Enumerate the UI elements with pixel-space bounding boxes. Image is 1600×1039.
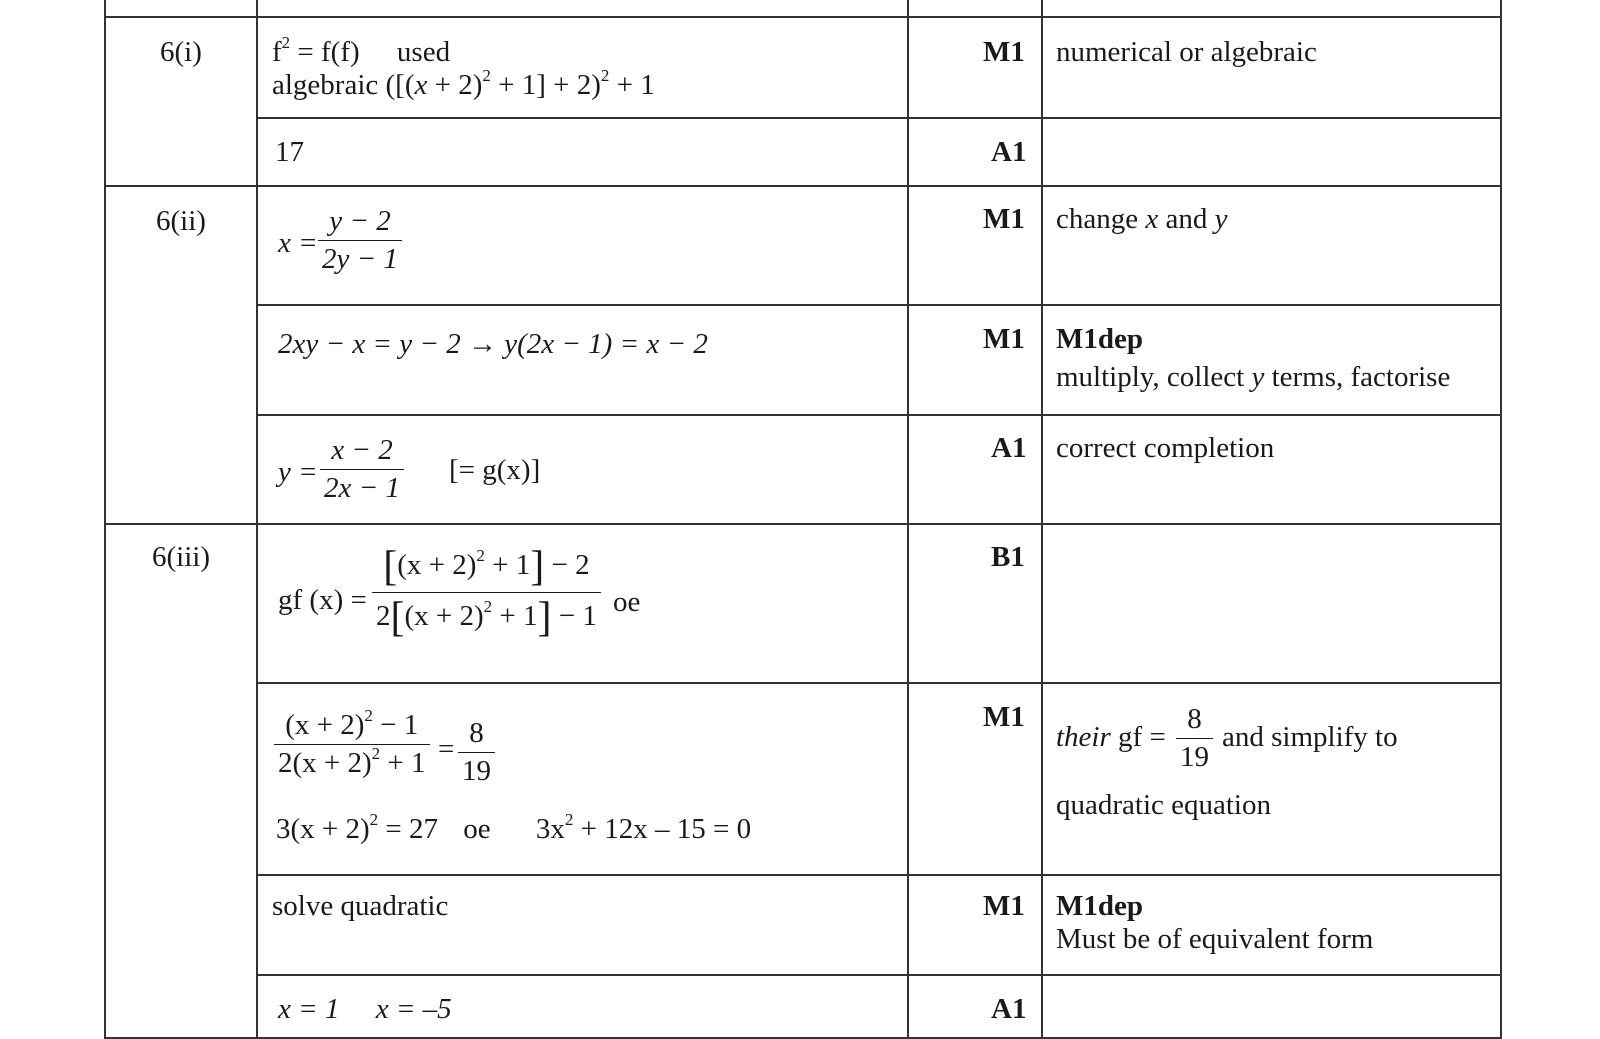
numerator: 8 (469, 717, 484, 749)
guidance-text: terms, factorise (1264, 361, 1451, 393)
term: 2(x + 2) (278, 747, 372, 779)
oe-note: oe (463, 813, 491, 845)
variable: y (1214, 203, 1228, 235)
mark: A1 (991, 993, 1027, 1025)
guidance-text: change (1056, 203, 1146, 235)
term: + 12x – 15 = 0 (573, 813, 752, 845)
guidance-text: quadratic equation (1056, 789, 1271, 821)
answer-text: algebraic ([( (272, 69, 415, 101)
answer-text: used (396, 36, 451, 68)
guidance-text: Must be of equivalent form (1056, 923, 1374, 955)
term: 3x (535, 813, 565, 845)
equation (276, 810, 752, 845)
denominator: 2y − 1 (322, 243, 398, 275)
mark: M1 (983, 890, 1025, 922)
variable: y (1251, 361, 1265, 393)
numerator (372, 546, 601, 588)
answer-text: f (272, 36, 282, 68)
fraction (274, 706, 430, 779)
equation-rhs: [= g(x)] (449, 454, 541, 486)
guidance-title: M1dep (1056, 890, 1143, 922)
guidance: numerical or algebraic (1056, 36, 1317, 68)
bracket: ] (537, 595, 552, 641)
mark: M1 (983, 701, 1025, 733)
term: + 1 (492, 600, 538, 632)
term: − 1 (372, 709, 419, 741)
numerator (274, 706, 430, 741)
equation-lhs: gf (x) = (278, 584, 367, 616)
fraction-bar (1176, 738, 1213, 739)
question-label: 6(i) (160, 36, 202, 68)
term: 3(x + 2) (276, 813, 370, 845)
guidance-text: and (1158, 203, 1215, 235)
guidance-text: their (1056, 721, 1111, 753)
denominator: 2x − 1 (324, 472, 400, 504)
superscript: 2 (371, 744, 381, 763)
bracket: ] (530, 544, 545, 590)
denominator (372, 597, 601, 639)
question-label: 6(ii) (156, 205, 206, 237)
fraction (458, 719, 495, 786)
answer-text: x = 1 x = –5 (278, 993, 452, 1025)
equation-lhs: x = (278, 227, 318, 259)
answer-text: solve quadratic (272, 890, 449, 922)
fraction (320, 436, 404, 503)
fraction (318, 207, 402, 274)
term: − 2 (544, 549, 590, 581)
numerator: 8 (1187, 703, 1202, 735)
guidance (1056, 205, 1228, 234)
answer-text: + 1] + 2) (490, 69, 601, 101)
fraction-bar (320, 469, 404, 470)
denominator: 19 (462, 755, 491, 787)
mark: A1 (991, 432, 1027, 464)
denominator (274, 744, 430, 779)
term: + 1 (484, 549, 531, 581)
superscript: 2 (364, 706, 373, 725)
bracket: [ (390, 595, 405, 641)
mark: B1 (991, 541, 1025, 573)
equation: 2xy − x = y − 2 → y(2x − 1) = x − 2 (278, 328, 708, 360)
denominator: 19 (1180, 741, 1209, 773)
equals-sign: = (438, 733, 455, 765)
superscript: 2 (281, 33, 291, 52)
answer-text: = f(f) (290, 36, 360, 68)
superscript: 2 (600, 66, 610, 85)
guidance-text: multiply, collect (1056, 361, 1252, 393)
answer-line (272, 33, 451, 68)
variable: x (414, 69, 428, 101)
term: + 1 (380, 747, 426, 779)
mark: M1 (983, 323, 1025, 355)
fraction-bar (458, 752, 495, 753)
superscript: 2 (483, 597, 493, 616)
mark: M1 (983, 203, 1025, 235)
mark: A1 (991, 136, 1027, 168)
term: − 1 (551, 600, 597, 632)
answer-text: + 1 (609, 69, 655, 101)
numerator: y − 2 (329, 205, 391, 237)
term: (x + 2) (404, 600, 484, 632)
guidance-title: M1dep (1056, 323, 1143, 355)
superscript: 2 (482, 66, 491, 85)
superscript: 2 (564, 810, 574, 829)
term: = 27 (378, 813, 439, 845)
term: (x + 2) (397, 549, 477, 581)
guidance-text: gf = (1110, 721, 1166, 753)
guidance-text: and simplify to (1222, 721, 1398, 753)
answer-text: 17 (275, 136, 304, 168)
equation-lhs: y = (278, 456, 318, 488)
numerator: x − 2 (331, 434, 393, 466)
superscript: 2 (369, 810, 379, 829)
fraction (372, 546, 601, 639)
answer-line (272, 66, 655, 101)
guidance (1056, 723, 1166, 752)
fraction-bar (274, 744, 430, 745)
fraction (1176, 705, 1213, 772)
oe-note: oe (613, 586, 641, 618)
guidance: correct completion (1056, 432, 1275, 464)
bracket: [ (383, 544, 398, 590)
superscript: 2 (476, 546, 485, 565)
mark: M1 (983, 36, 1025, 68)
term: (x + 2) (285, 709, 365, 741)
guidance (1056, 363, 1450, 392)
answer-text: + 2) (427, 69, 483, 101)
term: 2 (376, 600, 391, 632)
fraction-bar (372, 592, 601, 593)
variable: x (1145, 203, 1159, 235)
fraction-bar (318, 240, 402, 241)
question-label: 6(iii) (152, 541, 210, 573)
